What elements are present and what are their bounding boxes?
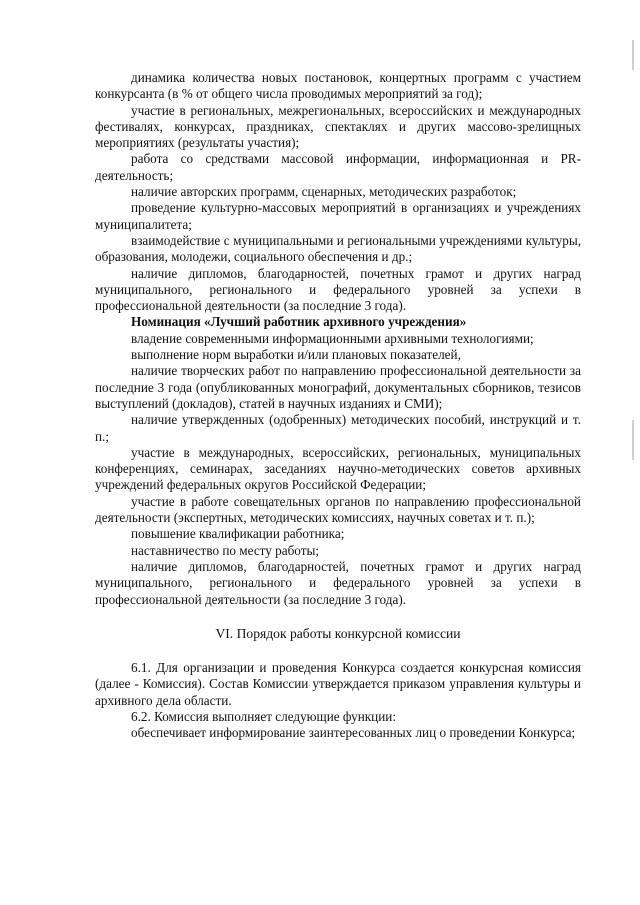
criteria-paragraph: участие в региональных, межрегиональных, всероссийских и международных фестивалях, конкурсах, праздниках, спектаклях и других массово-зрелищных мероприятиях (результаты участия); <box>95 102 581 151</box>
scan-artifact <box>632 40 634 70</box>
criteria-paragraph: повышение квалификации работника; <box>131 526 345 542</box>
criteria-paragraph: наставничество по месту работы; <box>131 542 320 558</box>
document-body <box>95 70 581 742</box>
criteria-paragraph: взаимодействие с муниципальными и региональными учреждениями культуры, образования, молодежи, социального обеспечения и др.; <box>95 232 581 265</box>
section-paragraph: обеспечивает информирование заинтересованных лиц о проведении Конкурса; <box>131 725 576 741</box>
criteria-paragraph: проведение культурно-массовых мероприятий в организациях и учреждениях муниципалитета; <box>95 200 581 232</box>
criteria-paragraph: наличие дипломов, благодарностей, почетных грамот и других наград муниципального, регионального и федерального уровней за успехи в профессиональной деятельности (за последние 3 года). <box>95 558 581 607</box>
section-paragraph: 6.1. Для организации и проведения Конкурса создается конкурсная комиссия (далее - Комиссия). Состав Комиссии утверждается приказом управления культуры и архивного дела области. <box>95 660 581 708</box>
criteria-paragraph: наличие утвержденных (одобренных) методических пособий, инструкций и т. п.; <box>95 412 581 444</box>
criteria-paragraph: владение современными информационными архивными технологиями; <box>131 330 534 346</box>
nomination-title: Номинация «Лучший работник архивного учреждения» <box>131 314 467 330</box>
section-title: VI. Порядок работы конкурсной комиссии <box>215 625 461 641</box>
criteria-paragraph: участие в работе совещательных органов по направлению профессиональной деятельности (экспертных, методических комиссиях, научных советах и т. п.); <box>95 493 581 526</box>
criteria-paragraph: динамика количества новых постановок, концертных программ с участием конкурсанта (в % от общего числа проводимых мероприятий за год); <box>95 70 581 102</box>
section-paragraph: 6.2. Комиссия выполняет следующие функции: <box>131 708 397 724</box>
scan-artifact <box>632 420 634 460</box>
criteria-paragraph: наличие авторских программ, сценарных, методических разработок; <box>131 184 517 200</box>
criteria-paragraph: выполнение норм выработки и/или плановых показателей, <box>131 347 461 363</box>
criteria-paragraph: наличие творческих работ по направлению профессиональной деятельности за последние 3 года (опубликованных монографий, документальных сборников, тезисов выступлений (докладов), статей в научных изданиях и СМИ); <box>95 363 581 411</box>
criteria-paragraph: участие в международных, всероссийских, региональных, муниципальных конференциях, семинарах, заседаниях научно-методических советов архивных учреждений федеральных округов Российской Федерации; <box>95 444 581 493</box>
criteria-paragraph: работа со средствами массовой информации, информационная и PR-деятельность; <box>95 151 581 183</box>
criteria-paragraph: наличие дипломов, благодарностей, почетных грамот и других наград муниципального, регионального и федерального уровней за успехи в профессиональной деятельности (за последние 3 года). <box>95 265 581 314</box>
